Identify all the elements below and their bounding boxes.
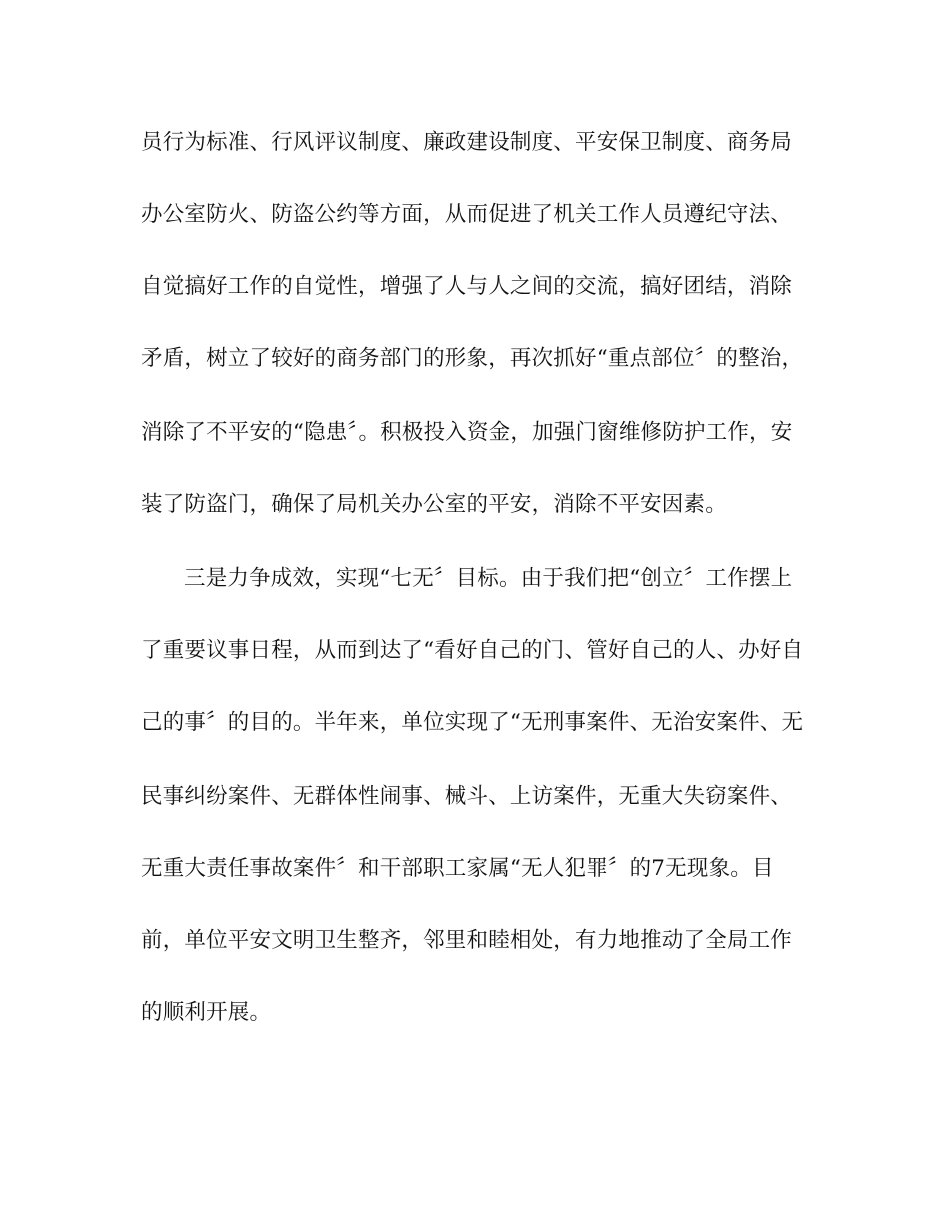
text-line: 前，单位平安文明卫生整齐，邻里和睦相处，有力地推动了全局工作 — [141, 928, 793, 953]
text-line: 自觉搞好工作的自觉性，增强了人与人之间的交流，搞好团结，消除 — [141, 274, 793, 299]
text-line: 办公室防火、防盗公约等方面，从而促进了机关工作人员遵纪守法、 — [141, 202, 793, 227]
text-line: 民事纠纷案件、无群体性闹事、械斗、上访案件，无重大失窃案件、 — [141, 784, 793, 809]
text-line: 消除了不平安的“隐患〞。积极投入资金，加强门窗维修防护工作，安 — [141, 420, 793, 445]
text-line: 装了防盗门，确保了局机关办公室的平安，消除不平安因素。 — [141, 492, 727, 517]
text-line: 无重大责任事故案件〞和干部职工家属“无人犯罪〞的7无现象。目 — [141, 856, 774, 881]
text-line: 了重要议事日程，从而到达了“看好自己的门、管好自己的人、办好自 — [141, 638, 804, 663]
text-line: 己的事〞的目的。半年来，单位实现了“无刑事案件、无治安案件、无 — [141, 710, 804, 735]
text-line: 员行为标准、行风评议制度、廉政建设制度、平安保卫制度、商务局 — [141, 130, 793, 155]
text-line: 矛盾，树立了较好的商务部门的形象，再次抓好“重点部位〞的整治， — [141, 346, 804, 371]
text-line: 的顺利开展。 — [141, 1000, 272, 1025]
paragraph-first-line: 三是力争成效，实现“七无〞目标。由于我们把“创立〞工作摆上 — [184, 566, 793, 591]
